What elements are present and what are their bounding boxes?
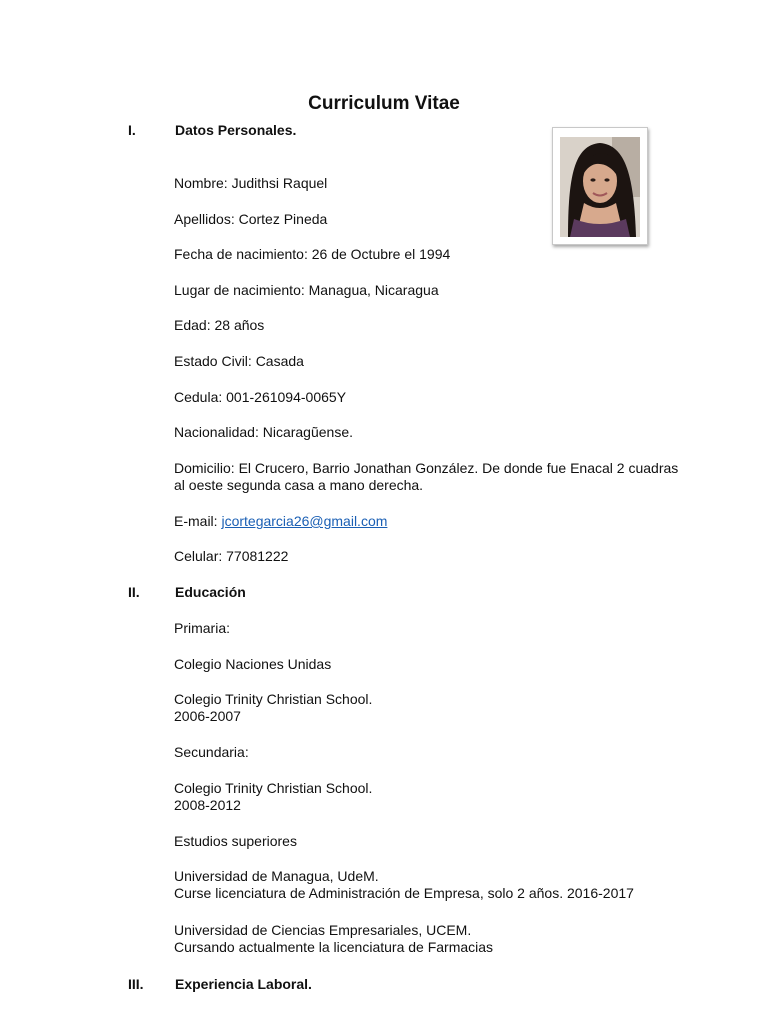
section-title-experience: Experiencia Laboral.	[175, 976, 312, 992]
nombre-line: Nombre: Judithsi Raquel	[174, 175, 328, 191]
lugar-nacimiento-line: Lugar de nacimiento: Managua, Nicaragua	[174, 282, 439, 298]
section-number-personal: I.	[128, 122, 136, 138]
estado-civil-line: Estado Civil: Casada	[174, 353, 304, 369]
secundaria-school-1: Colegio Trinity Christian School.	[174, 780, 373, 796]
section-title-education: Educación	[175, 584, 246, 600]
profile-photo	[552, 127, 648, 245]
udem-name: Universidad de Managua, UdeM.	[174, 868, 379, 884]
profile-photo-image	[560, 137, 640, 237]
section-title-personal: Datos Personales.	[175, 122, 297, 138]
fecha-nacimiento-line: Fecha de nacimiento: 26 de Octubre el 1994	[174, 246, 451, 262]
primaria-school-1: Colegio Naciones Unidas	[174, 656, 332, 672]
primaria-school-2: Colegio Trinity Christian School.	[174, 691, 373, 707]
estudios-superiores-label: Estudios superiores	[174, 833, 297, 849]
section-number-education: II.	[128, 584, 140, 600]
ucem-detail: Cursando actualmente la licenciatura de Farmacias	[174, 939, 494, 955]
primaria-label: Primaria:	[174, 620, 231, 636]
celular-line: Celular: 77081222	[174, 548, 289, 564]
email-label: E-mail:	[174, 513, 222, 529]
ucem-name: Universidad de Ciencias Empresariales, UCEM.	[174, 922, 472, 938]
section-number-experience: III.	[128, 976, 144, 992]
email-link[interactable]: jcortegarcia26@gmail.com	[221, 513, 388, 529]
email-line	[174, 513, 387, 530]
secundaria-school-1-years: 2008-2012	[174, 797, 241, 813]
domicilio-line-2: al oeste segunda casa a mano derecha.	[174, 477, 424, 493]
nacionalidad-line: Nacionalidad: Nicaragũense.	[174, 424, 353, 440]
apellidos-line: Apellidos: Cortez Pineda	[174, 211, 328, 227]
edad-line: Edad: 28 años	[174, 317, 265, 333]
document-title: Curriculum Vitae	[308, 93, 460, 114]
primaria-school-2-years: 2006-2007	[174, 708, 241, 724]
udem-detail: Curse licenciatura de Administración de Empresa, solo 2 años. 2016-2017	[174, 885, 634, 901]
domicilio-line-1: Domicilio: El Crucero, Barrio Jonathan González. De donde fue Enacal 2 cuadras	[174, 460, 679, 476]
cedula-line: Cedula: 001-261094-0065Y	[174, 389, 347, 405]
secundaria-label: Secundaria:	[174, 744, 249, 760]
